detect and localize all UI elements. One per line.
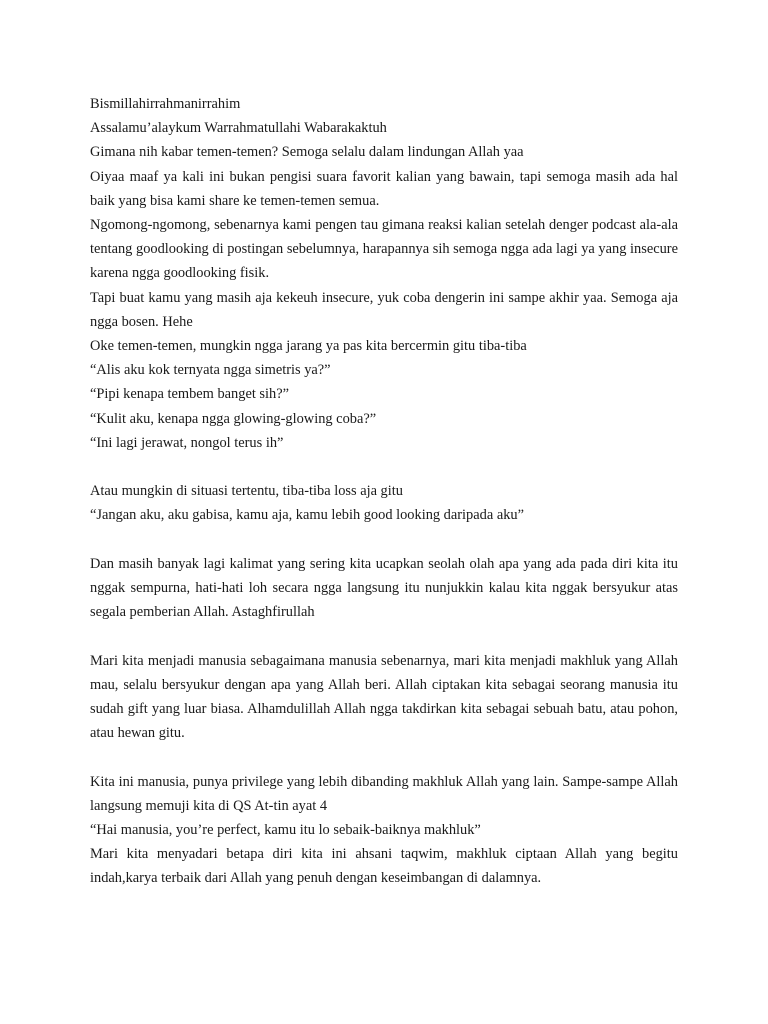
blank-line [90, 455, 678, 479]
quote-line: “Ini lagi jerawat, nongol terus ih” [90, 434, 284, 451]
blank-line [90, 624, 678, 648]
document-body [90, 92, 678, 891]
paragraph: Oiyaa maaf ya kali ini bukan pengisi suara favorit kalian yang bawain, tapi semoga masih ada hal baik yang bisa kami share ke temen-temen semua. [90, 168, 678, 209]
paragraph: Atau mungkin di situasi tertentu, tiba-tiba loss aja gitu [90, 483, 403, 500]
paragraph: Gimana nih kabar temen-temen? Semoga selalu dalam lindungan Allah yaa [90, 144, 524, 161]
paragraph: Tapi buat kamu yang masih aja kekeuh insecure, yuk coba dengerin ini sampe akhir yaa. Semoga aja ngga bosen. Hehe [90, 289, 678, 330]
blank-line [90, 528, 678, 552]
quote-line: “Hai manusia, you’re perfect, kamu itu lo sebaik-baiknya makhluk” [90, 822, 481, 839]
paragraph: Bismillahirrahmanirrahim [90, 96, 241, 112]
paragraph: Kita ini manusia, punya privilege yang lebih dibanding makhluk Allah yang lain. Sampe-sampe Allah langsung memuji kita di QS At-tin ayat 4 [90, 773, 678, 814]
paragraph: Dan masih banyak lagi kalimat yang sering kita ucapkan seolah olah apa yang ada pada diri kita itu nggak sempurna, hati-hati loh secara ngga langsung itu nunjukkin kalau kita nggak bersyukur atas segala pemberian Allah. Astaghfirullah [90, 555, 678, 621]
quote-line: “Pipi kenapa tembem banget sih?” [90, 386, 290, 403]
paragraph: Assalamu’alaykum Warrahmatullahi Wabarakaktuh [90, 120, 387, 137]
paragraph: Mari kita menjadi manusia sebagaimana manusia sebenarnya, mari kita menjadi makhluk yang Allah mau, selalu bersyukur dengan apa yang Allah beri. Allah ciptakan kita sebagai seorang manusia itu sudah gift yang luar biasa. Alhamdulillah Allah ngga takdirkan kita sebagai sebuah batu, atau pohon, atau hewan gitu. [90, 652, 678, 742]
quote-line: “Kulit aku, kenapa ngga glowing-glowing coba?” [90, 410, 377, 427]
quote-line: “Jangan aku, aku gabisa, kamu aja, kamu lebih good looking daripada aku” [90, 507, 524, 524]
paragraph: Ngomong-ngomong, sebenarnya kami pengen tau gimana reaksi kalian setelah denger podcast ala-ala tentang goodlooking di postingan sebelumnya, harapannya sih semoga ngga ada lagi ya yang insecure karena ngga goodlooking fisik. [90, 217, 678, 282]
paragraph: Oke temen-temen, mungkin ngga jarang ya pas kita bercermin gitu tiba-tiba [90, 338, 527, 355]
quote-line: “Alis aku kok ternyata ngga simetris ya?” [90, 362, 331, 379]
blank-line [90, 745, 678, 769]
paragraph: Mari kita menyadari betapa diri kita ini ahsani taqwim, makhluk ciptaan Allah yang begitu indah,karya terbaik dari Allah yang penuh dengan keseimbangan di dalamnya. [90, 846, 678, 887]
